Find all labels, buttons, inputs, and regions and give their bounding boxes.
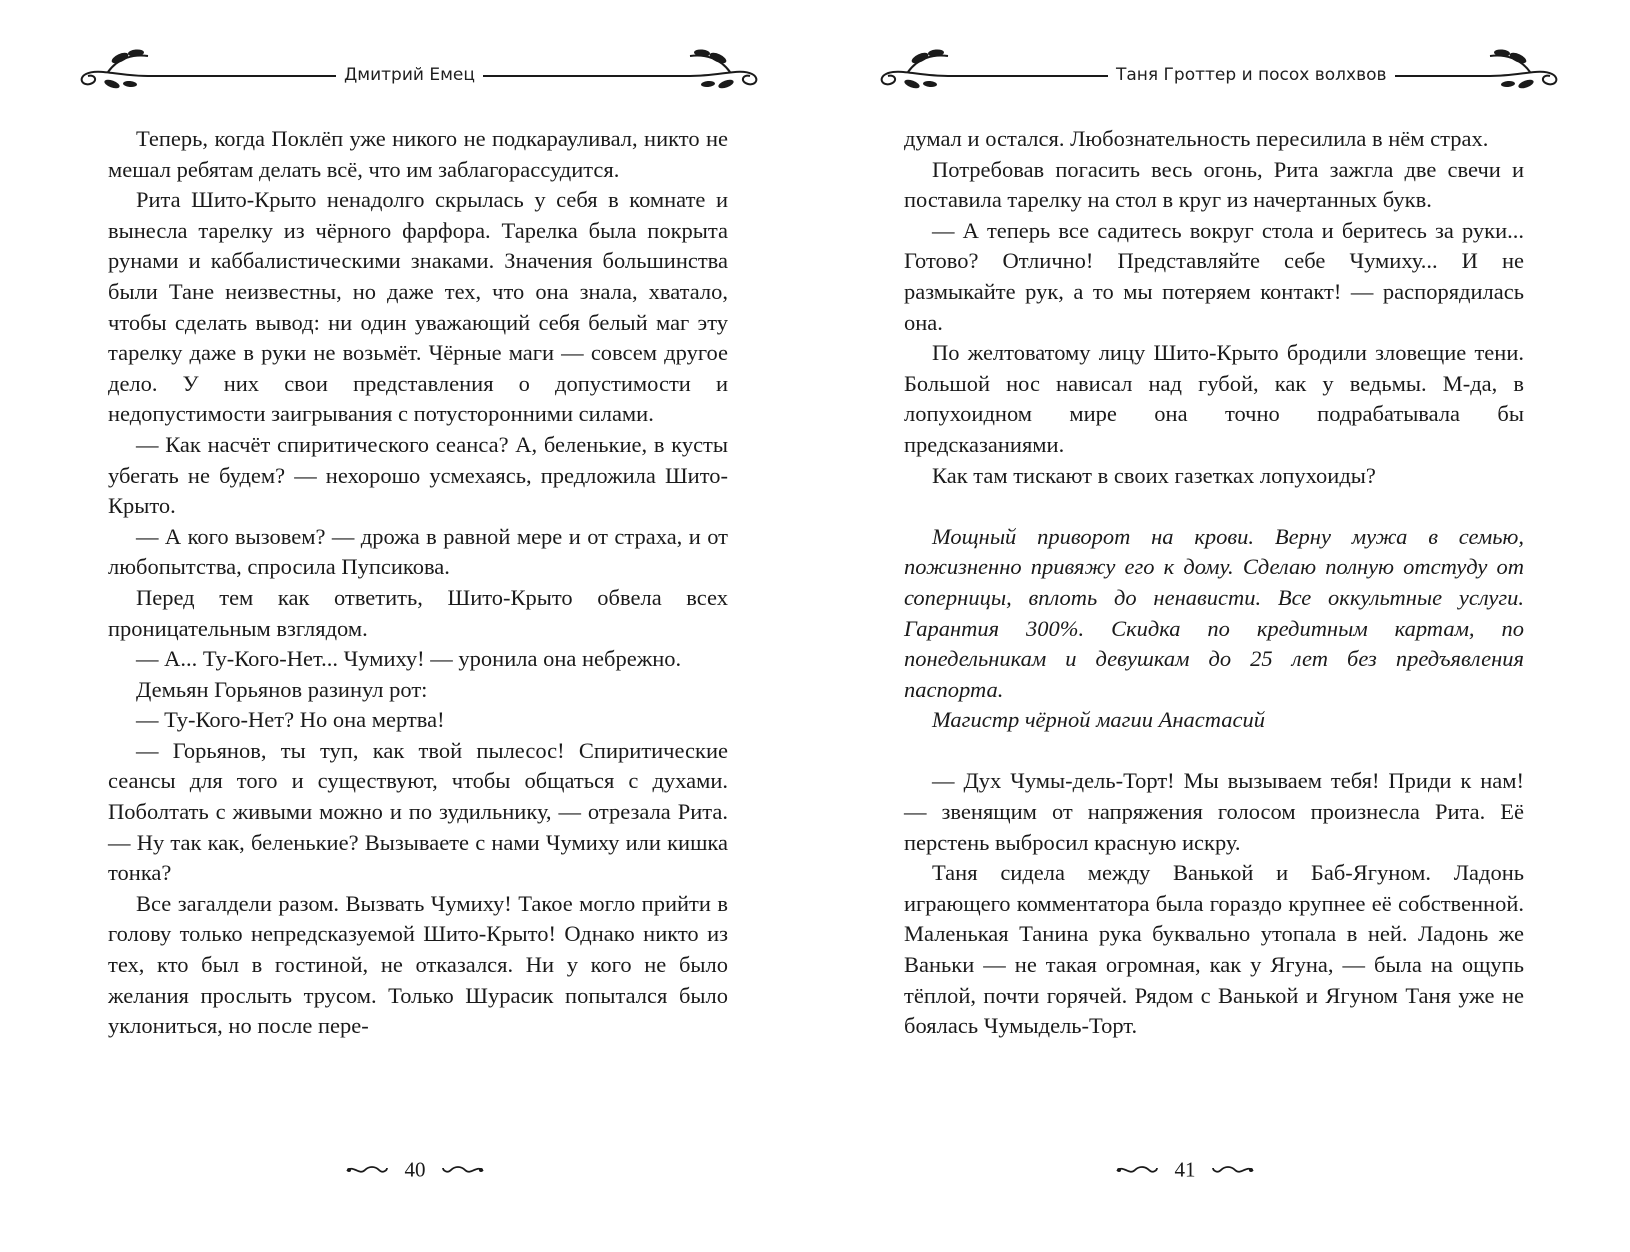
left-page: [30, 0, 820, 1252]
paragraph: — Дух Чумы-дель-Торт! Мы вызываем тебя! Приди к нам! — звенящим от напряжения голосом произнесла Рита. Её перстень выбросил красную искру.: [904, 768, 1524, 855]
paragraph: Перед тем как ответить, Шито-Крыто обвела всех проницательным взглядом.: [108, 584, 728, 641]
folio-swirl-icon: [441, 1162, 485, 1178]
right-header-title: Таня Гроттер и посох волхвов: [1108, 65, 1395, 85]
page-number-value: 41: [1174, 1157, 1196, 1182]
paragraph: — А теперь все садитесь вокруг стола и беритесь за руки... Готово? Отлично! Представляйте себе Чумиху... И не размыкайте рук, а то мы потеряем контакт! — распорядилась она.: [904, 217, 1524, 335]
spacer: [904, 736, 1524, 767]
paragraph: — А... Ту-Кого-Нет... Чумиху! — уронила она небрежно.: [136, 646, 682, 672]
advert-signature: Магистр чёрной магии Анастасий: [932, 707, 1265, 733]
paragraph: — А кого вызовем? — дрожа в равной мере и от страха, и от любопытства, спросила Пупсикова.: [108, 523, 728, 580]
left-header-title: Дмитрий Емец: [336, 65, 483, 85]
folio-swirl-icon: [1115, 1162, 1159, 1178]
paragraph: По желтоватому лицу Шито-Крыто бродили зловещие тени. Большой нос нависал над губой, как у ведьмы. М-да, в лопухоидном мире она точно подрабатывала бы предсказаниями.: [904, 340, 1524, 457]
paragraph: Потребовав погасить весь огонь, Рита зажгла две свечи и поставила тарелку на стол в круг из начертанных букв.: [904, 156, 1524, 213]
paragraph: Все загалдели разом. Вызвать Чумиху! Такое могло прийти в голову только непредсказуемой Шито-Крыто! Однако никто из тех, кто был в гостиной, не отказался. Ни у кого не было желания прослыть трусом. Только Шурасик попытался было уклониться, но после пере-: [108, 890, 728, 1039]
right-running-header: [878, 48, 1560, 98]
paragraph: Таня сидела между Ванькой и Баб-Ягуном. Ладонь играющего комментатора была гораздо крупнее её собственной. Маленькая Танина рука буквально утопала в ней. Ладонь же Ваньки — не такая огромная, как у Ягуна, — была на ощупь тёплой, почти горячей. Рядом с Ванькой и Ягуном Таня уже не боялась Чумыдель-Торт.: [904, 860, 1524, 1039]
paragraph: — Горьянов, ты туп, как твой пылесос! Спиритические сеансы для того и существуют, чтобы общаться с духами. Поболтать с живыми можно и по зудильнику, — отрезала Рита. — Ну так как, беленькие? Вызываете с нами Чумиху или кишка тонка?: [108, 737, 728, 886]
paragraph: Теперь, когда Поклёп уже никого не подкарауливал, никто не мешал ребятам делать всё, что им заблагорассудится.: [108, 126, 728, 182]
paragraph: думал и остался. Любознательность пересилила в нём страх.: [904, 126, 1489, 151]
paragraph: Рита Шито-Крыто ненадолго скрылась у себя в комнате и вынесла тарелку из чёрного фарфора. Тарелка была покрыта рунами и каббалистическими знаками. Значения большинства были Тане неизвестны, но даже тех, что она знала, хватало, чтобы сделать вывод: ни один уважающий себя белый маг эту тарелку даже в руки не возьмёт. Чёрные маги — совсем другое дело. У них свои представления о допустимости и недопустимости заигрывания с потусторонними силами.: [108, 187, 728, 427]
paragraph: Как там тискают в своих газетках лопухоиды?: [932, 462, 1376, 488]
paragraph: — Ту-Кого-Нет? Но она мертва!: [136, 707, 445, 733]
right-page-number: [790, 1156, 1580, 1183]
paragraph: — Как насчёт спиритического сеанса? А, беленькие, в кусты убегать не будем? — нехорошо усмехаясь, предложила Шито-Крыто.: [108, 431, 728, 519]
folio-swirl-icon: [345, 1162, 389, 1178]
spacer: [904, 491, 1524, 522]
left-running-header: [78, 48, 760, 98]
right-body-text: [904, 124, 1524, 1042]
advert-text: Мощный приворот на крови. Верну мужа в семью, пожизненно привяжу его к дому. Сделаю полную отстуду от соперницы, вплоть до ненависти. Все оккультные услуги. Гарантия 300%. Скидка по кредитным картам, по понедельникам и девушкам до 25 лет без предъявления паспорта.: [904, 523, 1524, 702]
paragraph: Демьян Горьянов разинул рот:: [136, 676, 428, 702]
left-body-text: [108, 124, 728, 1042]
page-number-value: 40: [404, 1157, 426, 1182]
right-page: [830, 0, 1620, 1252]
left-page-number: [20, 1156, 810, 1183]
folio-swirl-icon: [1211, 1162, 1255, 1178]
